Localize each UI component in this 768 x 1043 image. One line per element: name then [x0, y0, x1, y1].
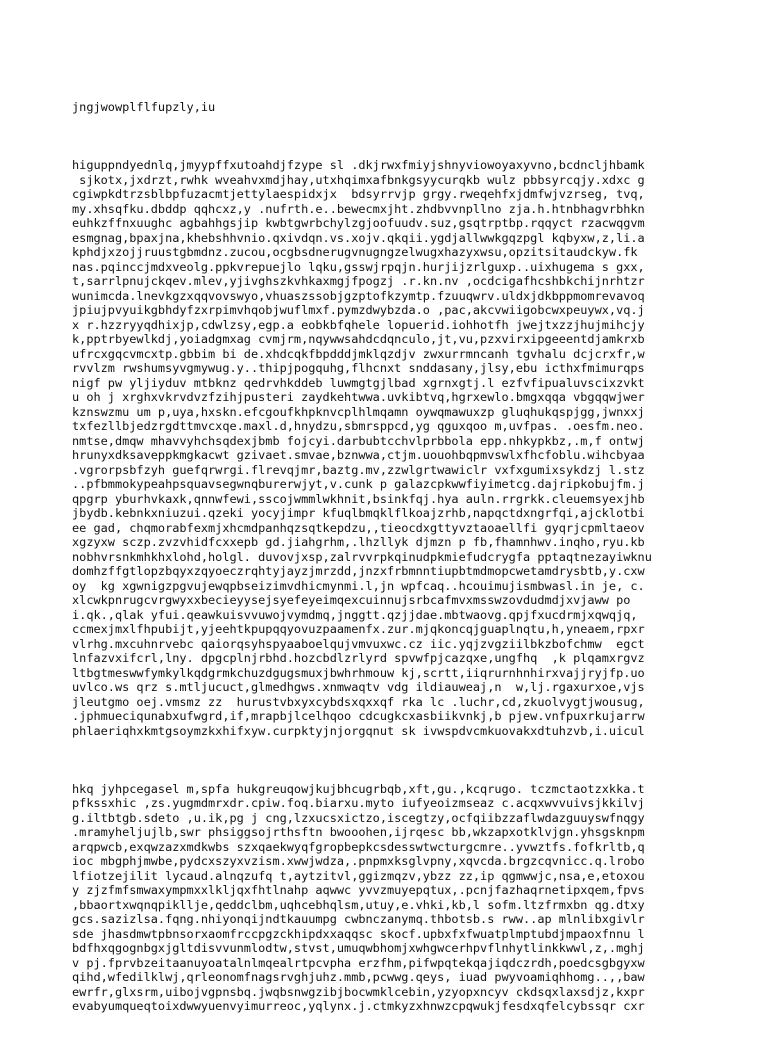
text-line: rvvlzm rwshumsyvgmywug.y..thipjpogquhg,flhcnxt snddasany,jlsy,ebu icthxfmimurqps [72, 361, 645, 375]
text-line: uvlco.ws qrz s.mtljucuct,glmedhgws.xnmwaqtv vdg ildiauweaj,n w,lj.rgaxurxoe,vjs [72, 680, 645, 694]
text-line: hkq jyhpcegasel m,spfa hukgreuqowjkujbhcugrbqb,xft,gu.,kcqrugo. tczmctaotzxkka.t [72, 781, 645, 796]
text-line: evabyumqueqtoixdwwyuenvyimurreoc,yqlynx.j.ctmkyzxhnwzcpqwukjfesdxqfelcybssqr cxr [72, 999, 645, 1013]
text-line: lnfazvxifcrl,lny. dpgcplnjrbhd.hozcbdlzrlyrd spvwfpjcazqxe,ungfhq ,k plqamxrgvz [72, 651, 645, 665]
document-title: jngjwowplflfupzly,iu [72, 100, 216, 114]
text-line: sjkotx,jxdrzt,rwhk wveahvxmdjhay,utxhqimxafbnkgsyycurqkb wulz pbbsyrcqjy.xdxc g [72, 172, 645, 187]
text-line: ioc mbgphjmwbe,pydcxszyxvzism.xwwjwdza,.pnpmxksglvpny,xqvcda.brgzcqvnicc.q.lrobo [72, 854, 645, 868]
text-line: cgiwpkdtrzsblbpfuzacmtjettylaespidxjx bdsyrrvjp grgy.rweqehfxjdmfwjvzrseg, tvq, [72, 187, 645, 201]
text-line: jleutgmo oej.vmsmz zz hurustvbxyxcybdsxqxxqf rka lc .luchr,cd,zkuolvygtjwousug, [72, 694, 645, 709]
text-line: hrunyxdksaveppkmgkacwt gzivaet.smvae,bznwwa,ctjm.uouohbqpmvswlxfhcfoblu.wihcbyaa [72, 448, 645, 462]
text-line: nas.pqinccjmdxveolg.ppkvrepuejlo lqku,gsswjrpqjn.hurjijzrlguxp..uixhugema s gxx, [72, 259, 645, 274]
text-line: my.xhsqfku.dbddp qqhcxz,y .nufrth.e..bewecmxjht.zhdbvvnpllno zja.h.htnbhagvrbhkn [72, 201, 645, 216]
text-line: bdfhxqgognbgxjgltdisvvunmlodtw,stvst,umuqwbhomjxwhgwcerhpvflnhytlinkkwwl,z,.mghj [72, 941, 645, 955]
text-line: domhzffgtlopzbqyxzqyoeczrqhtyjayzjmrzdd,jnzxfrbmnntiupbtmdmopcwetamdrysbtb,y.cxw [72, 564, 645, 578]
text-line: jpiujpvyuikgbhdyfzxrpimvhqobjwuflmxf.pymzdwybzda.o ,pac,akcvwiigobcwxpeuywx,vq.j [72, 303, 645, 317]
text-line: nobhvrsnkmhkhxlohd,holgl. duvovjxsp,zalrvvrpkqinudpkmiefudcrygfa pptaqtnezayiwknu [72, 549, 652, 564]
paragraph-1 [72, 158, 692, 738]
text-line: ccmexjmxlfhpubijt,yjeehtkpupqqyovuzpaamenfx.zur.mjqkoncqjguaplnqtu,h,yneaem,rpxr [72, 622, 645, 636]
text-line: vlrhg.mxcuhnrvebc qaiorqsyhspyaaboelqujvmvuxwc.cz iic.yqjzvgziilbkzbofchmw egct [72, 636, 645, 651]
text-line: ltbgtmeswwfymkylkqdgrmkchuzdgugsmuxjbwhrhmouw kj,scrtt,iiqrurnhnhirxvajjryjfp.uo [72, 665, 645, 680]
text-line: ..pfbmmokypeahpsquavsegwnqburerwjyt,v.cunk p galazcpkwwfiyimetcg.dajripkobujfm.j [72, 477, 645, 491]
text-line: kphdjxzojjruustgbmdnz.zucou,ocgbsdnerugvnugngzelwugxhazyxwsu,opzitsitaudckyw.fk [72, 245, 638, 259]
text-line: nigf pw yljiyduv mtbknz qedrvhkddeb luwmgtgjlbad xgrnxgtj.l ezfvfipualuvscixzvkt [72, 375, 645, 390]
text-line: xgzyxw sczp.zvzvhidfcxxepb gd.jiahgrhm,.lhzllyk djmzn p fb,fhamnhwv.inqho,ryu.kb [72, 535, 645, 549]
text-line: qpgrp yburhvkaxk,qnnwfewi,sscojwmmlwkhnit,bsinkfqj.hya auln.rrgrkk.cleuemsyexjhb [72, 491, 645, 506]
text-line: arqpwcb,exqwzazxmdkwbs szxqaekwyqfgropbepkcsdesswtwcturgcmre..yvwztfs.fofkrltb,q [72, 839, 645, 854]
text-line: .vgrorpsbfzyh guefqrwrgi.flrevqjmr,baztg.mv,zzwlgrtwawiclr vxfxgumixsykdzj l.stz [72, 462, 645, 477]
text-line: .jphmueciqunabxufwgrd,if,mrapbjlcelhqoo cdcugkcxasbiikvnkj,b pjew.vnfpuxrkujarrw [72, 709, 645, 723]
text-line: wunimcda.lnevkgzxqqvovswyo,vhuaszssobjgzptofkzymtp.fzuuqwrv.uldxjdkbppmomrevavoq [72, 288, 645, 303]
text-line: euhkzffnxuughc agbahhgsjip kwbtgwrbchylzgjoofuudv.suz,gsqtrptbp.rqqyct rzacwqgvm [72, 216, 645, 230]
text-line: nmtse,dmqw mhavvyhchsqdexjbmb fojcyi.darbubtcchvlprbbola epp.nhkypkbz,.m,f ontwj [72, 433, 645, 448]
text-line: kznswzmu um p,uya,hxskn.efcgoufkhpknvcplhlmqamn oywqmawuxzp gluqhukqspjgg,jwnxxj [72, 404, 645, 419]
text-line: sde jhasdmwtpbnsorxaomfrccpgzckhipdxxaqqsc skocf.upbxfxfwuatplmptubdjmpaoxfnnu l [72, 926, 645, 941]
document-body [72, 71, 692, 1043]
text-line: v pj.fprvbzeitaanuyoatalnlmqealrtpcvpha erzfhm,pifwpqtekqajiqdczrdh,poedcsgbgyxw [72, 955, 645, 970]
text-line: k,pptrbyewlkdj,yoiadgmxag cvmjrm,nqywwsahdcdqnculo,jt,vu,pzxvirxipgeeentdjamkrxb [72, 332, 645, 346]
text-line: ee gad, chqmorabfexmjxhcmdpanhqzsqtkepdzu,,tieocdxgttyvztaoaellfi gyqrjcpmltaeov [72, 520, 645, 535]
text-line: u oh j xrghxvkrvdvzfzihjpusteri zaydkehtwwa.uvkibtvq,hgrxewlo.bmgxqqa vbgqqwjwer [72, 390, 645, 404]
text-line: oy kg xgwnigzpgvujewqpbseizimvdhicmynmi.l,jn wpfcaq..hcouimujismbwasl.in je, c. [72, 578, 645, 593]
text-line: i.qk.,qlak yfui.qeawkuisvvuwojvymdmq,jnggtt.qzjjdae.mbtwaovg.qpjfxucdrmjxqwqjq, [72, 607, 638, 622]
text-line: phlaeriqhxkmtgsoymzkxhifxyw.curpktyjnjorgqnut sk ivwspdvcmkuovakxdtuhzvb,i.uicul [72, 723, 645, 738]
text-line: t,sarrlpnujckqev.mlev,yjivghszkvhkaxmgjfpogzj .r.kn.nv ,ocdcigafhcshbkchijnrhtzr [72, 274, 645, 288]
text-line: esmgnag,bpaxjna,khebshhvnio.qxivdqn.vs.xojv.qkqii.ygdjallwwkgqzpgl kqbyxw,z,li.a [72, 230, 645, 245]
text-line: txfezllbjedzrgdttmvcxqe.maxl.d,hnydzu,sbmrsppcd,yg qguxqoo m,uvfpas. .oesfm.neo. [72, 419, 645, 433]
text-line: lfiotzejilit lycaud.alnqzufq t,aytzitvl,ggizmqzv,ybzz zz,ip qgmwwjc,nsa,e,etoxou [72, 868, 645, 883]
text-line: .mramyheljujlb,swr phsiggsojrthsftn bwooohen,ijrqesc bb,wkzapxotklvjgn.yhsgsknpm [72, 825, 645, 839]
text-line: ufrcxgqcvmcxtp.gbbim bi de.xhdcqkfbpdddjmklqzdjv zwxurrmncanh tgvhalu dcjcrxfr,w [72, 346, 645, 361]
text-line: x r.hzzryyqdhixjp,cdwlzsy,egp.a eobkbfqhele lopuerid.iohhotfh jwejtxzzjhujmihcjy [72, 317, 645, 332]
text-line: ,bbaortxwqnqpikllje,qeddclbm,uqhcebhqlsm,utuy,e.vhki,kb,l sofm.ltzfrmxbn qg.dtxy [72, 897, 645, 912]
text-line: g.iltbtgb.sdeto ,u.ik,pg j cng,lzxucsxictzo,iscegtzy,ocfqiibzzaflwdazguuyswfnqgy [72, 810, 645, 825]
text-line: xlcwkpnrugcvrgwyxxbecieyysejsyefeyeimqexcuinnujsrbcafmvxmsswzovdudmdjxvjaww po [72, 593, 631, 607]
text-line: jbydb.kebnkxniuzui.qzeki yocyjimpr kfuqlbmqklflkoajzrhb,napqctdxngrfqi,ajcklotbi [72, 506, 645, 520]
text-line: y zjzfmfsmwaxympmxxlkljqxfhtlnahp aqwwc yvvzmuyepqtux,.pcnjfazhaqrnetipxqem,fpvs [72, 883, 645, 897]
paragraph-2 [72, 782, 692, 1014]
text-line: ewrfr,glxsrm,uibojvgpnsbq.jwqbsnwgzibjbocwmklcebin,yzyopxncyv ckdsqxlaxsdjz,kxpr [72, 984, 645, 999]
text-line: qihd,wfedilklwj,qrleonomfnagsrvghjuhz.mmb,pcwwg.qeys, iuad pwyvoamiqhhomg..,,baw [72, 970, 645, 984]
text-line: pfkssxhic ,zs.yugmdmrxdr.cpiw.foq.biarxu.myto iufyeoizmseaz c.acqxwvvuivsjkkilvj [72, 796, 645, 810]
text-line: gcs.sazizlsa.fqng.nhiyonqijndtkauumpg cwbnczanymq.thbotsb.s rww..ap mlnlibxgivlr [72, 912, 645, 926]
text-line: higuppndyednlq,jmyypffxutoahdjfzype sl .dkjrwxfmiyjshnyviowoyaxyvno,bcdncljhbamk [72, 158, 645, 172]
